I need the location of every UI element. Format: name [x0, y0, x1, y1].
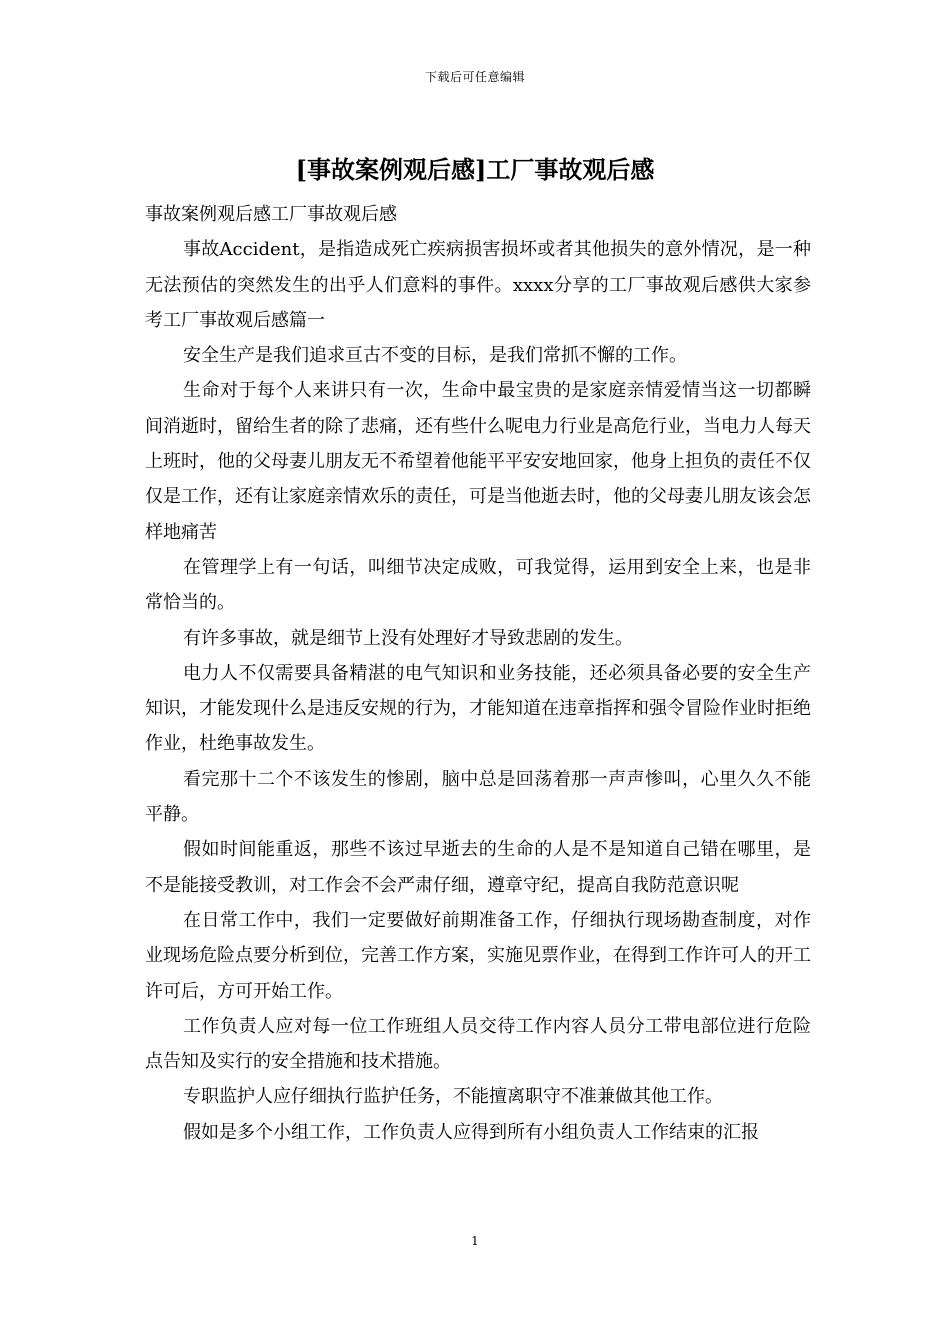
paragraph-10: 工作负责人应对每一位工作班组人员交待工作内容人员分工带电部位进行危险点告知及实行的安全措施和技术措施。	[145, 1015, 811, 1073]
document-body	[145, 197, 811, 1150]
paragraph-3: 生命对于每个人来讲只有一次，生命中最宝贵的是家庭亲情爱情当这一切都瞬间消逝时，留给生者的除了悲痛，还有些什么呢电力行业是高危行业，当电力人每天上班时，他的父母妻儿朋友无不希望着他能平平安安地回家，他身上担负的责任不仅仅是工作，还有让家庭亲情欢乐的责任，可是当他逝去时，他的父母妻儿朋友该会怎样地痛苦	[145, 380, 811, 543]
page-header-note: 下载后可任意编辑	[424, 70, 525, 84]
paragraph-2: 安全生产是我们追求亘古不变的目标，是我们常抓不懈的工作。	[183, 345, 687, 367]
paragraph-9: 在日常工作中，我们一定要做好前期准备工作，仔细执行现场勘查制度，对作业现场危险点要分析到位，完善工作方案，实施见票作业，在得到工作许可人的开工许可后，方可开始工作。	[145, 909, 811, 1002]
document-subtitle: 事故案例观后感工厂事故观后感	[145, 204, 397, 225]
paragraph-6: 电力人不仅需要具备精湛的电气知识和业务技能，还必须具备必要的安全生产知识，才能发现什么是违反安规的行为，才能知道在违章指挥和强令冒险作业时拒绝作业，杜绝事故发生。	[145, 662, 811, 755]
page-number: 1	[471, 1234, 479, 1248]
paragraph-4: 在管理学上有一句话，叫细节决定成败，可我觉得，运用到安全上来，也是非常恰当的。	[145, 556, 811, 614]
paragraph-5: 有许多事故，就是细节上没有处理好才导致悲剧的发生。	[183, 627, 633, 649]
paragraph-12: 假如是多个小组工作，工作负责人应得到所有小组负责人工作结束的汇报	[183, 1121, 759, 1143]
document-title: [事故案例观后感]工厂事故观后感	[295, 155, 655, 184]
paragraph-11: 专职监护人应仔细执行监护任务，不能擅离职守不准兼做其他工作。	[183, 1086, 723, 1108]
paragraph-1: 事故Accident，是指造成死亡疾病损害损坏或者其他损失的意外情况，是一种无法预估的突然发生的出乎人们意料的事件。xxxx分享的工厂事故观后感供大家参考工厂事故观后感篇一	[145, 239, 811, 331]
paragraph-7: 看完那十二个不该发生的惨剧，脑中总是回荡着那一声声惨叫，心里久久不能平静。	[145, 768, 811, 826]
paragraph-8: 假如时间能重返，那些不该过早逝去的生命的人是不是知道自己错在哪里，是不是能接受教训，对工作会不会严肃仔细，遵章守纪，提高自我防范意识呢	[145, 839, 811, 896]
